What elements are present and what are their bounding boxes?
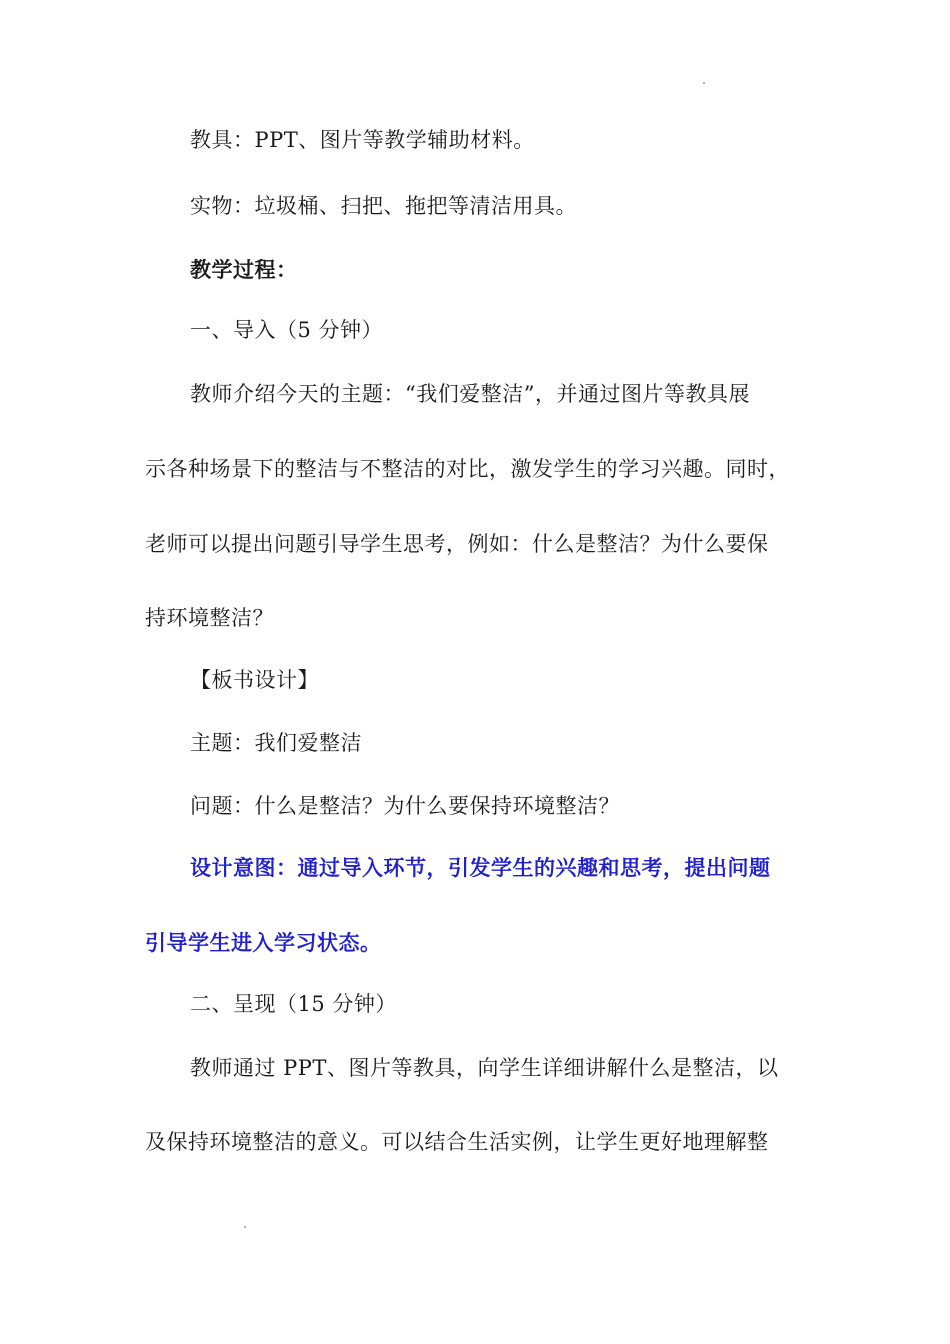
design-intent-line-2: 引导学生进入学习状态。 [145, 930, 382, 955]
intro-paragraph-line-3: 老师可以提出问题引导学生思考，例如：什么是整洁？为什么要保 [145, 532, 769, 556]
intro-paragraph-line-4: 持环境整洁？ [145, 606, 274, 630]
teaching-process-heading: 教学过程： [190, 257, 298, 282]
present-paragraph-line-1: 教师通过 PPT、图片等教具，向学生详细讲解什么是整洁，以 [190, 1056, 779, 1080]
section-intro-heading: 一、导入（5 分钟） [190, 318, 384, 342]
page-mark-bottom [244, 1226, 246, 1228]
intro-paragraph-line-2: 示各种场景下的整洁与不整洁的对比，激发学生的学习兴趣。同时， [145, 457, 790, 481]
real-objects-line: 实物：垃圾桶、扫把、拖把等清洁用具。 [190, 194, 577, 218]
board-question-line: 问题：什么是整洁？为什么要保持环境整洁？ [190, 794, 620, 818]
design-intent-line-1: 设计意图：通过导入环节，引发学生的兴趣和思考，提出问题 [190, 855, 771, 880]
intro-paragraph-line-1: 教师介绍今天的主题：“我们爱整洁”，并通过图片等教具展 [190, 382, 750, 406]
board-design-heading: 【板书设计】 [190, 668, 319, 692]
board-topic-line: 主题：我们爱整洁 [190, 731, 362, 755]
present-paragraph-line-2: 及保持环境整洁的意义。可以结合生活实例，让学生更好地理解整 [145, 1130, 769, 1154]
teaching-aids-line: 教具：PPT、图片等教学辅助材料。 [190, 128, 535, 152]
page-mark-top [703, 82, 705, 84]
section-present-heading: 二、呈现（15 分钟） [190, 992, 397, 1016]
